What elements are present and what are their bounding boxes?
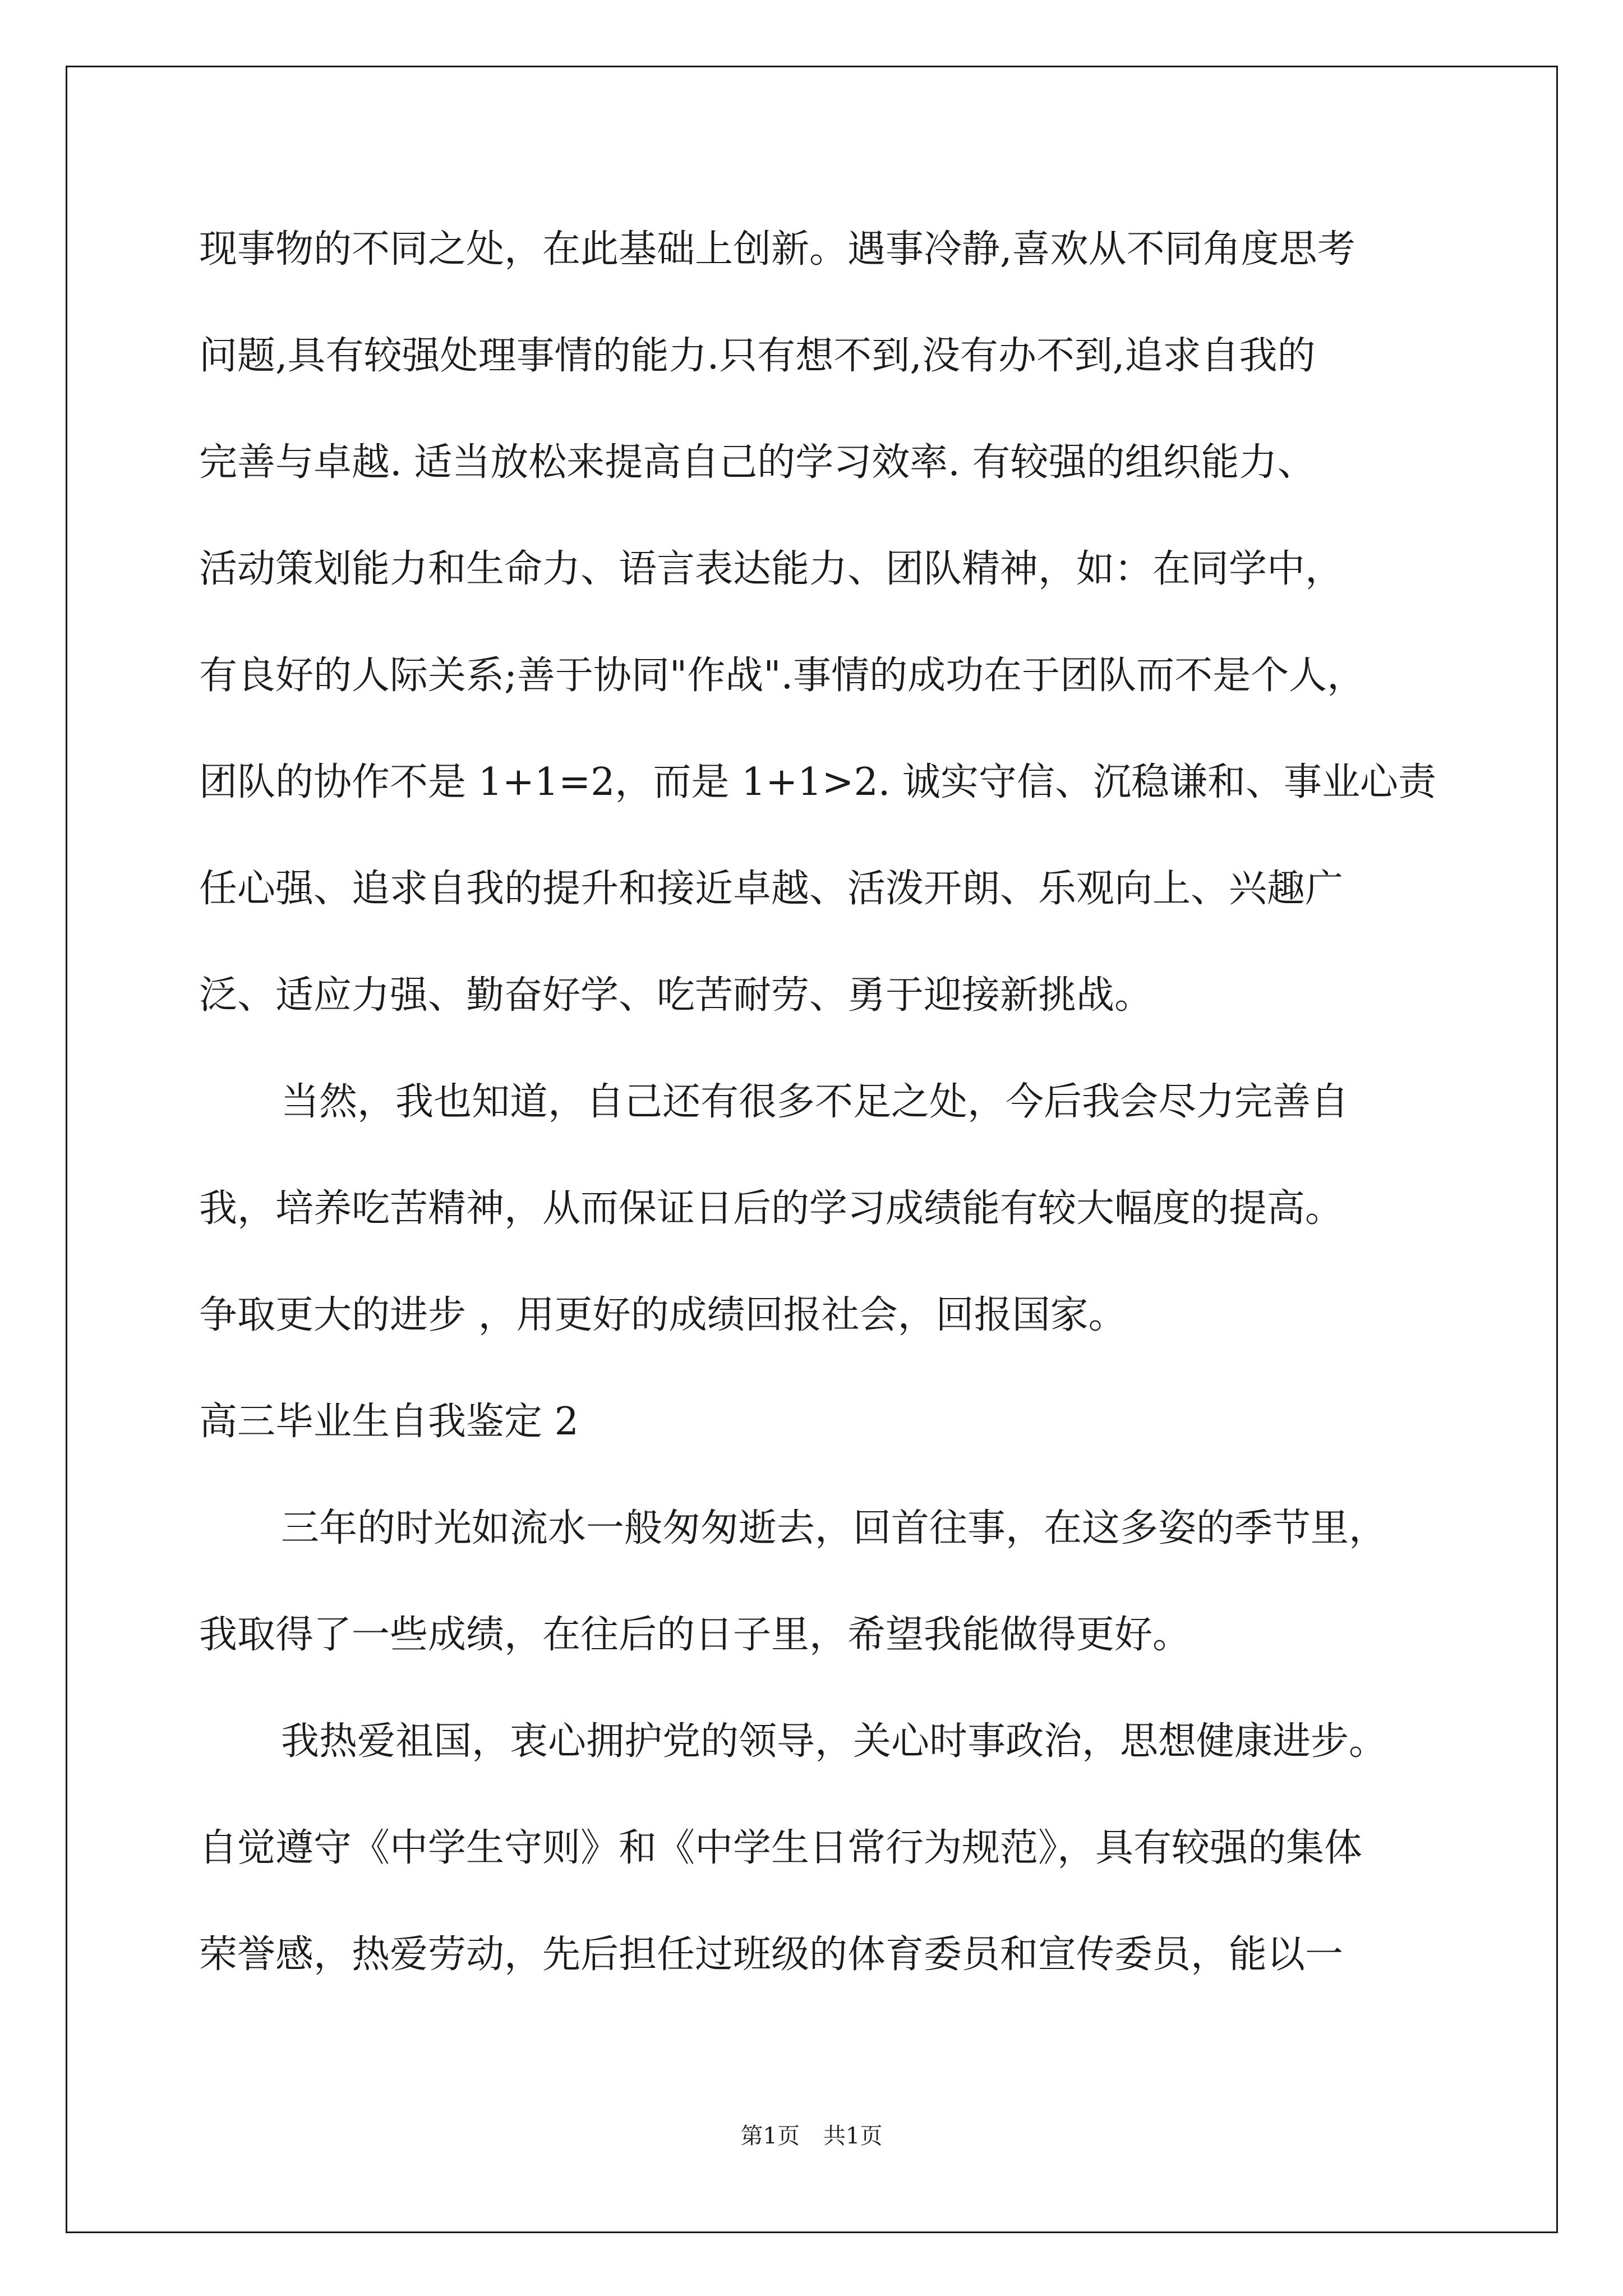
text-line: 争取更大的进步 ，用更好的成绩回报社会，回报国家。 — [199, 1293, 1127, 1337]
text-line: 当然，我也知道，自己还有很多不足之处，今后我会尽力完善自 — [281, 1080, 1349, 1124]
text-line: 活动策划能力和生命力、语言表达能力、团队精神，如：在同学中， — [199, 547, 1344, 591]
text-line: 任心强、追求自我的提升和接近卓越、活泼开朗、乐观向上、兴趣广 — [199, 867, 1344, 911]
section-heading: 高三毕业生自我鉴定 2 — [199, 1400, 579, 1444]
text-line: 我热爱祖国，衷心拥护党的领导，关心时事政治，思想健康进步。 — [281, 1719, 1387, 1764]
text-line: 有良好的人际关系;善于协同"作战".事情的成功在于团队而不是个人， — [199, 654, 1366, 698]
text-line: 我取得了一些成绩，在往后的日子里，希望我能做得更好。 — [199, 1613, 1191, 1657]
page-number: 第1页 — [740, 2123, 800, 2149]
text-line: 团队的协作不是 1+1=2，而是 1+1>2. 诚实守信、沉稳谦和、事业心责 — [199, 760, 1436, 804]
text-line: 现事物的不同之处，在此基础上创新。遇事冷静,喜欢从不同角度思考 — [199, 227, 1355, 272]
text-line: 问题,具有较强处理事情的能力.只有想不到,没有办不到,追求自我的 — [199, 334, 1316, 378]
text-line: 完善与卓越. 适当放松来提高自己的学习效率. 有较强的组织能力、 — [199, 440, 1316, 485]
page-footer — [0, 2119, 1623, 2153]
text-line: 我，培养吃苦精神，从而保证日后的学习成绩能有较大幅度的提高。 — [199, 1186, 1344, 1231]
text-line: 泛、适应力强、勤奋好学、吃苦耐劳、勇于迎接新挑战。 — [199, 973, 1153, 1018]
text-line: 三年的时光如流水一般匆匆逝去，回首往事，在这多姿的季节里， — [281, 1506, 1387, 1550]
text-line: 荣誉感，热爱劳动，先后担任过班级的体育委员和宣传委员，能以一 — [199, 1932, 1344, 1977]
page-total: 共1页 — [823, 2123, 883, 2149]
text-line: 自觉遵守《中学生守则》和《中学生日常行为规范》，具有较强的集体 — [199, 1826, 1363, 1870]
document-body — [199, 196, 1438, 2008]
